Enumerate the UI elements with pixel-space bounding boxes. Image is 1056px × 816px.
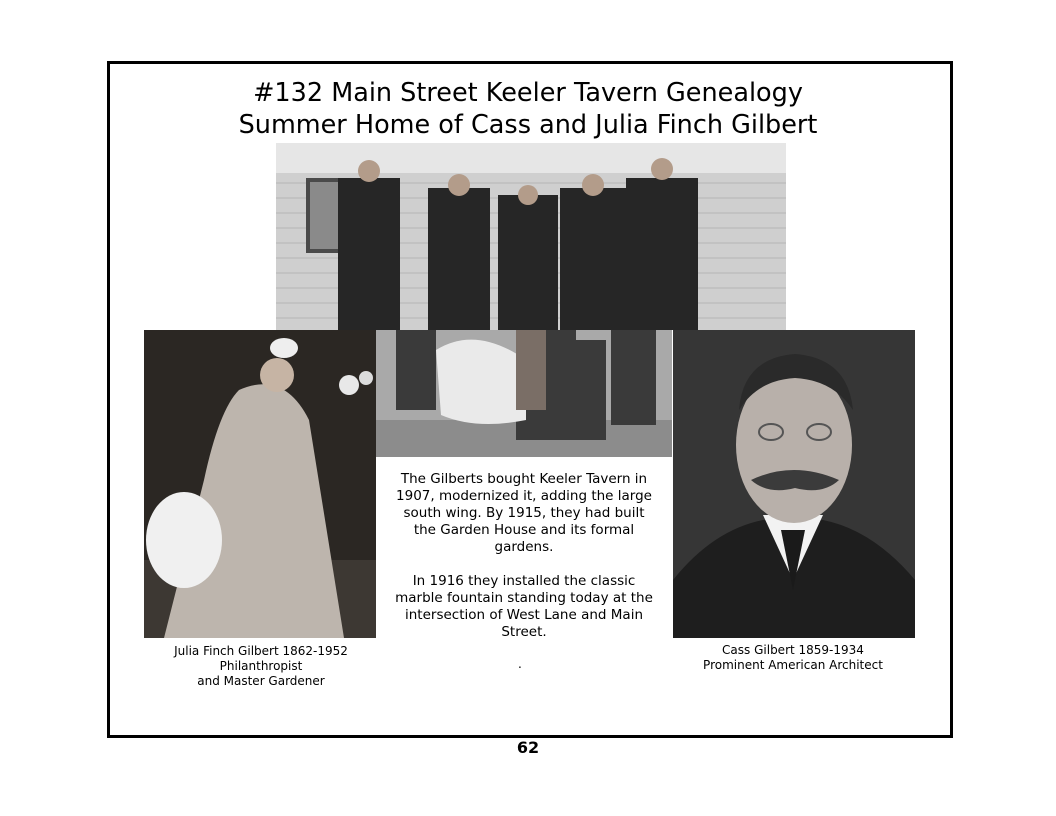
cass-caption-line2: Prominent American Architect [703,658,883,672]
family-children-photo [376,330,672,457]
julia-caption-line3: and Master Gardener [197,674,325,688]
julia-caption-line2: Philanthropist [219,659,303,673]
page-number: 62 [516,738,540,757]
julia-gilbert-portrait [144,330,376,638]
julia-caption-line1: Julia Finch Gilbert 1862-1952 [174,644,348,658]
page-title-line1: #132 Main Street Keeler Tavern Genealogy [253,78,803,108]
stray-dot: . [518,657,522,671]
family-children-photo-icon [376,330,672,457]
cass-caption [673,643,913,673]
body-paragraph-1: The Gilberts bought Keeler Tavern in 1907, modernized it, adding the large south wing. By 1915, they had built the Garden House and its formal gardens. [396,471,652,555]
body-paragraph-2: In 1916 they installed the classic marble fountain standing today at the intersection of West Lane and Main Street. [395,573,653,640]
cass-caption-line1: Cass Gilbert 1859-1934 [722,643,864,657]
family-group-photo-icon [276,143,786,330]
body-text [392,471,656,641]
page-title-line2: Summer Home of Cass and Julia Finch Gilbert [238,110,818,140]
cass-gilbert-portrait [673,330,915,638]
julia-caption [144,644,378,689]
family-group-photo [276,143,786,330]
julia-portrait-icon [144,330,376,638]
cass-portrait-icon [673,330,915,638]
